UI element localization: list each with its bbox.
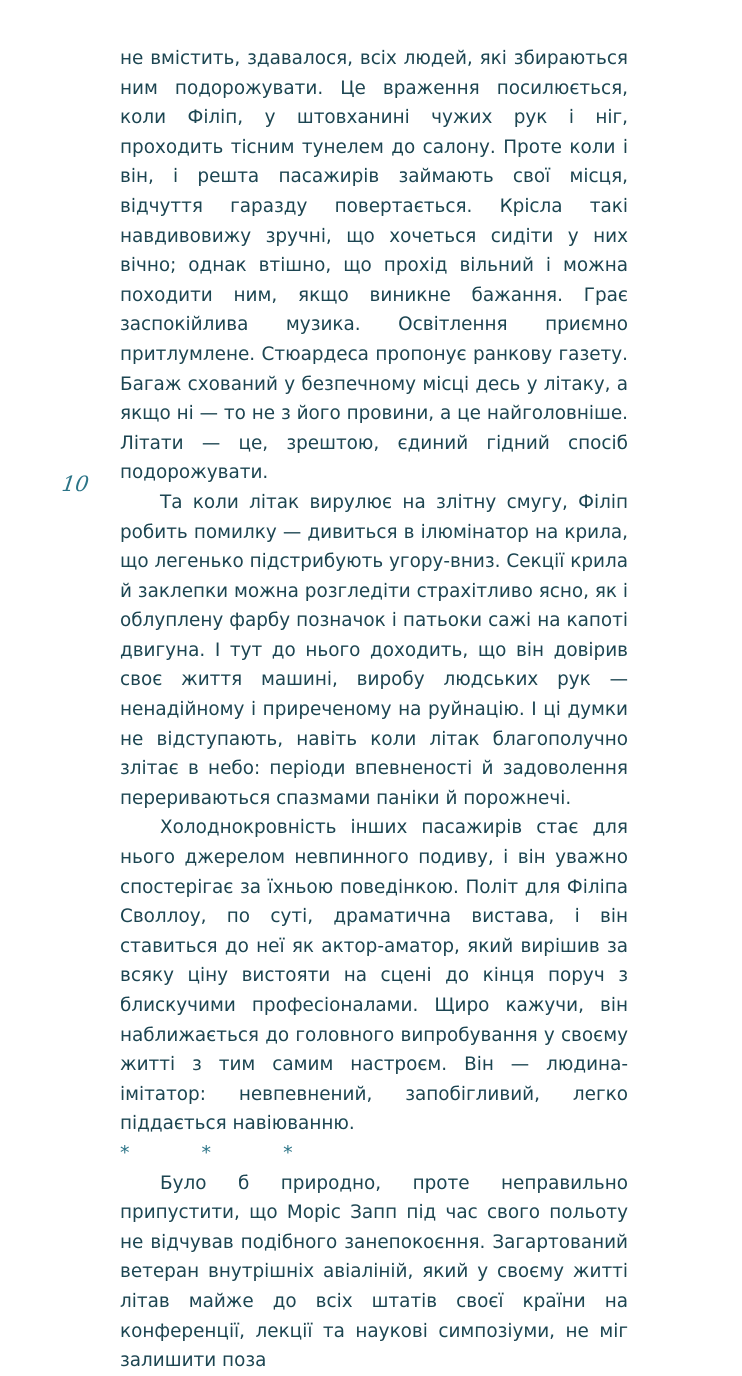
page-number: 10 [60,472,91,496]
paragraph: Та коли літак вирулює на злітну смугу, Філіп робить помилку — дивиться в ілюмінатор на крила, що легенько підстрибують угору-вниз. Секції крила й заклепки можна розгледіти страхітливо ясно, як і облуплену фарбу позначок і патьоки сажі на капоті двигуна. І тут до нього доходить, що він довірив своє життя машині, виробу людських рук — ненадійному і приреченому на руйнацію. І ці думки не відступають, навіть коли літак благополучно злітає в небо: періоди впевненості й задоволення перериваються спазмами паніки й порожнечі. [120,491,628,809]
body-text-block [120,44,628,1376]
section-separator-asterisks: * * * [120,1141,294,1164]
paragraph: Холоднокровність інших пасажирів стає для нього джерелом невпинного подиву, і він уважно спостерігає за їхньою поведінкою. Політ для Філіпа Своллоу, по суті, драматична вистава, і він ставиться до неї як актор-аматор, який вирішив за всяку ціну вистояти на сцені до кінця поруч з блискучими професіоналами. Щиро кажучи, він наближається до головного випробування у своєму житті з тим самим настроєм. Він — людина-імітатор: невпевнений, запобігливий, легко піддається навіюванню. [120,817,628,1135]
paragraph: Було б природно, проте неправильно припустити, що Моріс Запп під час свого польоту не відчував подібного занепокоєння. Загартований ветеран внутрішніх авіаліній, який у своєму житті літав майже до всіх штатів своєї країни на конференції, лекції та наукові симпозіуми, не міг залишити поза [120,1172,628,1372]
paragraph-continuation: не вмістить, здавалося, всіх людей, які збираються ним подорожувати. Це враження посилюється, коли Філіп, у штовханині чужих рук і ніг, проходить тісним тунелем до салону. Проте коли і він, і решта пасажирів займають свої місця, відчуття гаразду повертається. Крісла такі навдивовижу зручні, що хочеться сидіти у них вічно; однак втішно, що прохід вільний і можна походити ним, якщо виникне бажання. Грає заспокійлива музика. Освітлення приємно притлумлене. Стюардеса пропонує ранкову газету. Багаж схований у безпечному місці десь у літаку, а якщо ні — то не з його провини, а це найголовніше. Літати — це, зрештою, єдиний гідний спосіб подорожувати. [120,48,628,484]
